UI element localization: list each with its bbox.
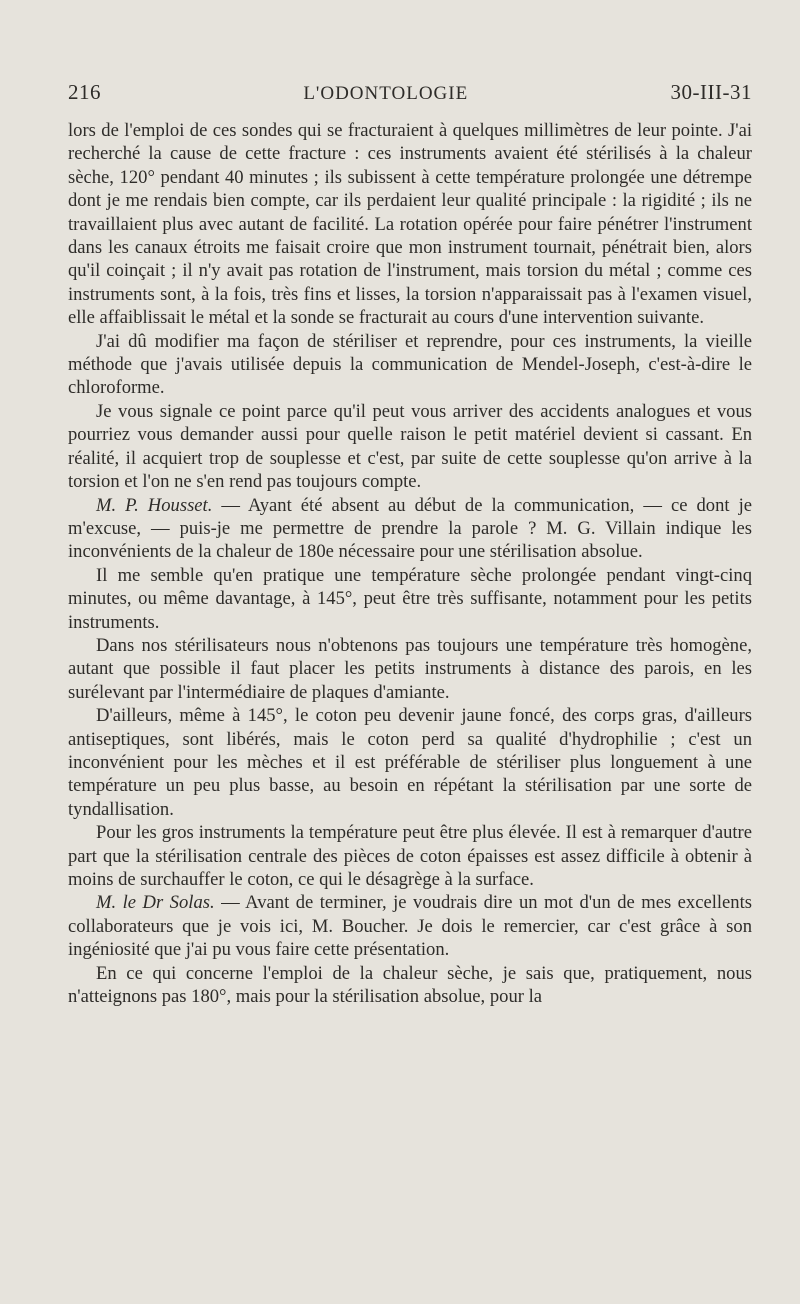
paragraph-9	[68, 891, 752, 961]
paragraph-text: J'ai dû modifier ma façon de stériliser et reprendre, pour ces instruments, la vieille méthode que j'avais utilisée depuis la communication de Mendel-Joseph, c'est-à-dire le chloroforme.	[68, 330, 752, 399]
paragraph-6	[68, 634, 752, 704]
body-text	[68, 119, 752, 1008]
paragraph-2	[68, 330, 752, 400]
speaker-name: M. le Dr Solas.	[96, 892, 215, 914]
speaker-name: M. P. Housset.	[96, 494, 213, 516]
paragraph-text: D'ailleurs, même à 145°, le coton peu devenir jaune foncé, des corps gras, d'ailleurs antiseptiques, sont libérés, mais le coton perd sa qualité d'hydrophilie ; c'est un inconvénient pour les mèches et il est préférable de stériliser plus longuement à une température un peu plus basse, au besoin en répétant la stérilisation par une sorte de tyndallisation.	[68, 705, 752, 820]
paragraph-text: — Avant de terminer, je voudrais dire un mot d'un de mes excellents collaborateurs que je vois ici, M. Boucher. Je dois le remercier, car c'est grâce à son ingéniosité que j'ai pu vous faire cette présentation.	[68, 892, 753, 961]
paragraph-text: Il me semble qu'en pratique une température sèche prolongée pendant vingt-cinq minutes, ou même davantage, à 145°, peut être très suffisante, notamment pour les petits instruments.	[68, 564, 752, 633]
issue-date: 30-III-31	[670, 80, 752, 104]
paragraph-1	[68, 119, 752, 330]
paragraph-4	[68, 494, 752, 564]
paragraph-text: — Ayant été absent au début de la communication, — ce dont je m'excuse, — puis-je me permettre de prendre la parole ? M. G. Villain indique les inconvénients de la chaleur de 180e nécessaire pour une stérilisation absolue.	[68, 494, 752, 563]
paragraph-10	[68, 962, 752, 1009]
page-number: 216	[68, 80, 101, 104]
paragraph-5	[68, 564, 752, 634]
paragraph-text: Dans nos stérilisateurs nous n'obtenons pas toujours une température très homogène, autant que possible il faut placer les petits instruments à distance des parois, en les surélevant par l'intermédiaire de plaques d'amiante.	[68, 634, 752, 703]
paragraph-3	[68, 400, 752, 494]
paragraph-8	[68, 821, 752, 891]
running-header	[68, 80, 752, 105]
paragraph-text: Pour les gros instruments la température peut être plus élevée. Il est à remarquer d'autre part que la stérilisation centrale des pièces de coton épaisses est assez difficile à obtenir à moins de surchauffer le coton, ce qui le désagrège à la surface.	[68, 822, 752, 890]
paragraph-text: lors de l'emploi de ces sondes qui se fracturaient à quelques millimètres de leur pointe. J'ai recherché la cause de cette fracture : ces instruments avaient été stérilisés à la chaleur sèche, 120° pendant 40 minutes ; ils subissent à cette température prolongée une détrempe dont je me rendais bien compte, car ils perdaient leur qualité principale : la rigidité ; ils ne travaillaient plus avec autant de facilité. La rotation opérée pour faire pénétrer l'instrument dans les canaux étroits me faisait croire que mon instrument tournait, pénétrait bien, alors qu'il coinçait ; il n'y avait pas rotation de l'instrument, mais torsion du métal ; comme ces instruments sont, à la fois, très fins et lisses, la torsion n'apparaissait pas à l'examen visuel, elle affaiblissait le métal et la sonde se fracturait au cours d'une intervention suivante.	[68, 120, 752, 329]
running-title: L'ODONTOLOGIE	[303, 83, 469, 104]
paragraph-text: En ce qui concerne l'emploi de la chaleur sèche, je sais que, pratiquement, nous n'atteignons pas 180°, mais pour la stérilisation absolue, pour la	[68, 962, 752, 1008]
paragraph-7	[68, 704, 752, 821]
paragraph-text: Je vous signale ce point parce qu'il peut vous arriver des accidents analogues et vous pourriez vous demander aussi pour quelle raison le petit matériel devient si cassant. En réalité, il acquiert trop de souplesse et c'est, par suite de cette souplesse qu'on arrive à la torsion et l'on ne s'en rend pas toujours compte.	[68, 400, 752, 493]
